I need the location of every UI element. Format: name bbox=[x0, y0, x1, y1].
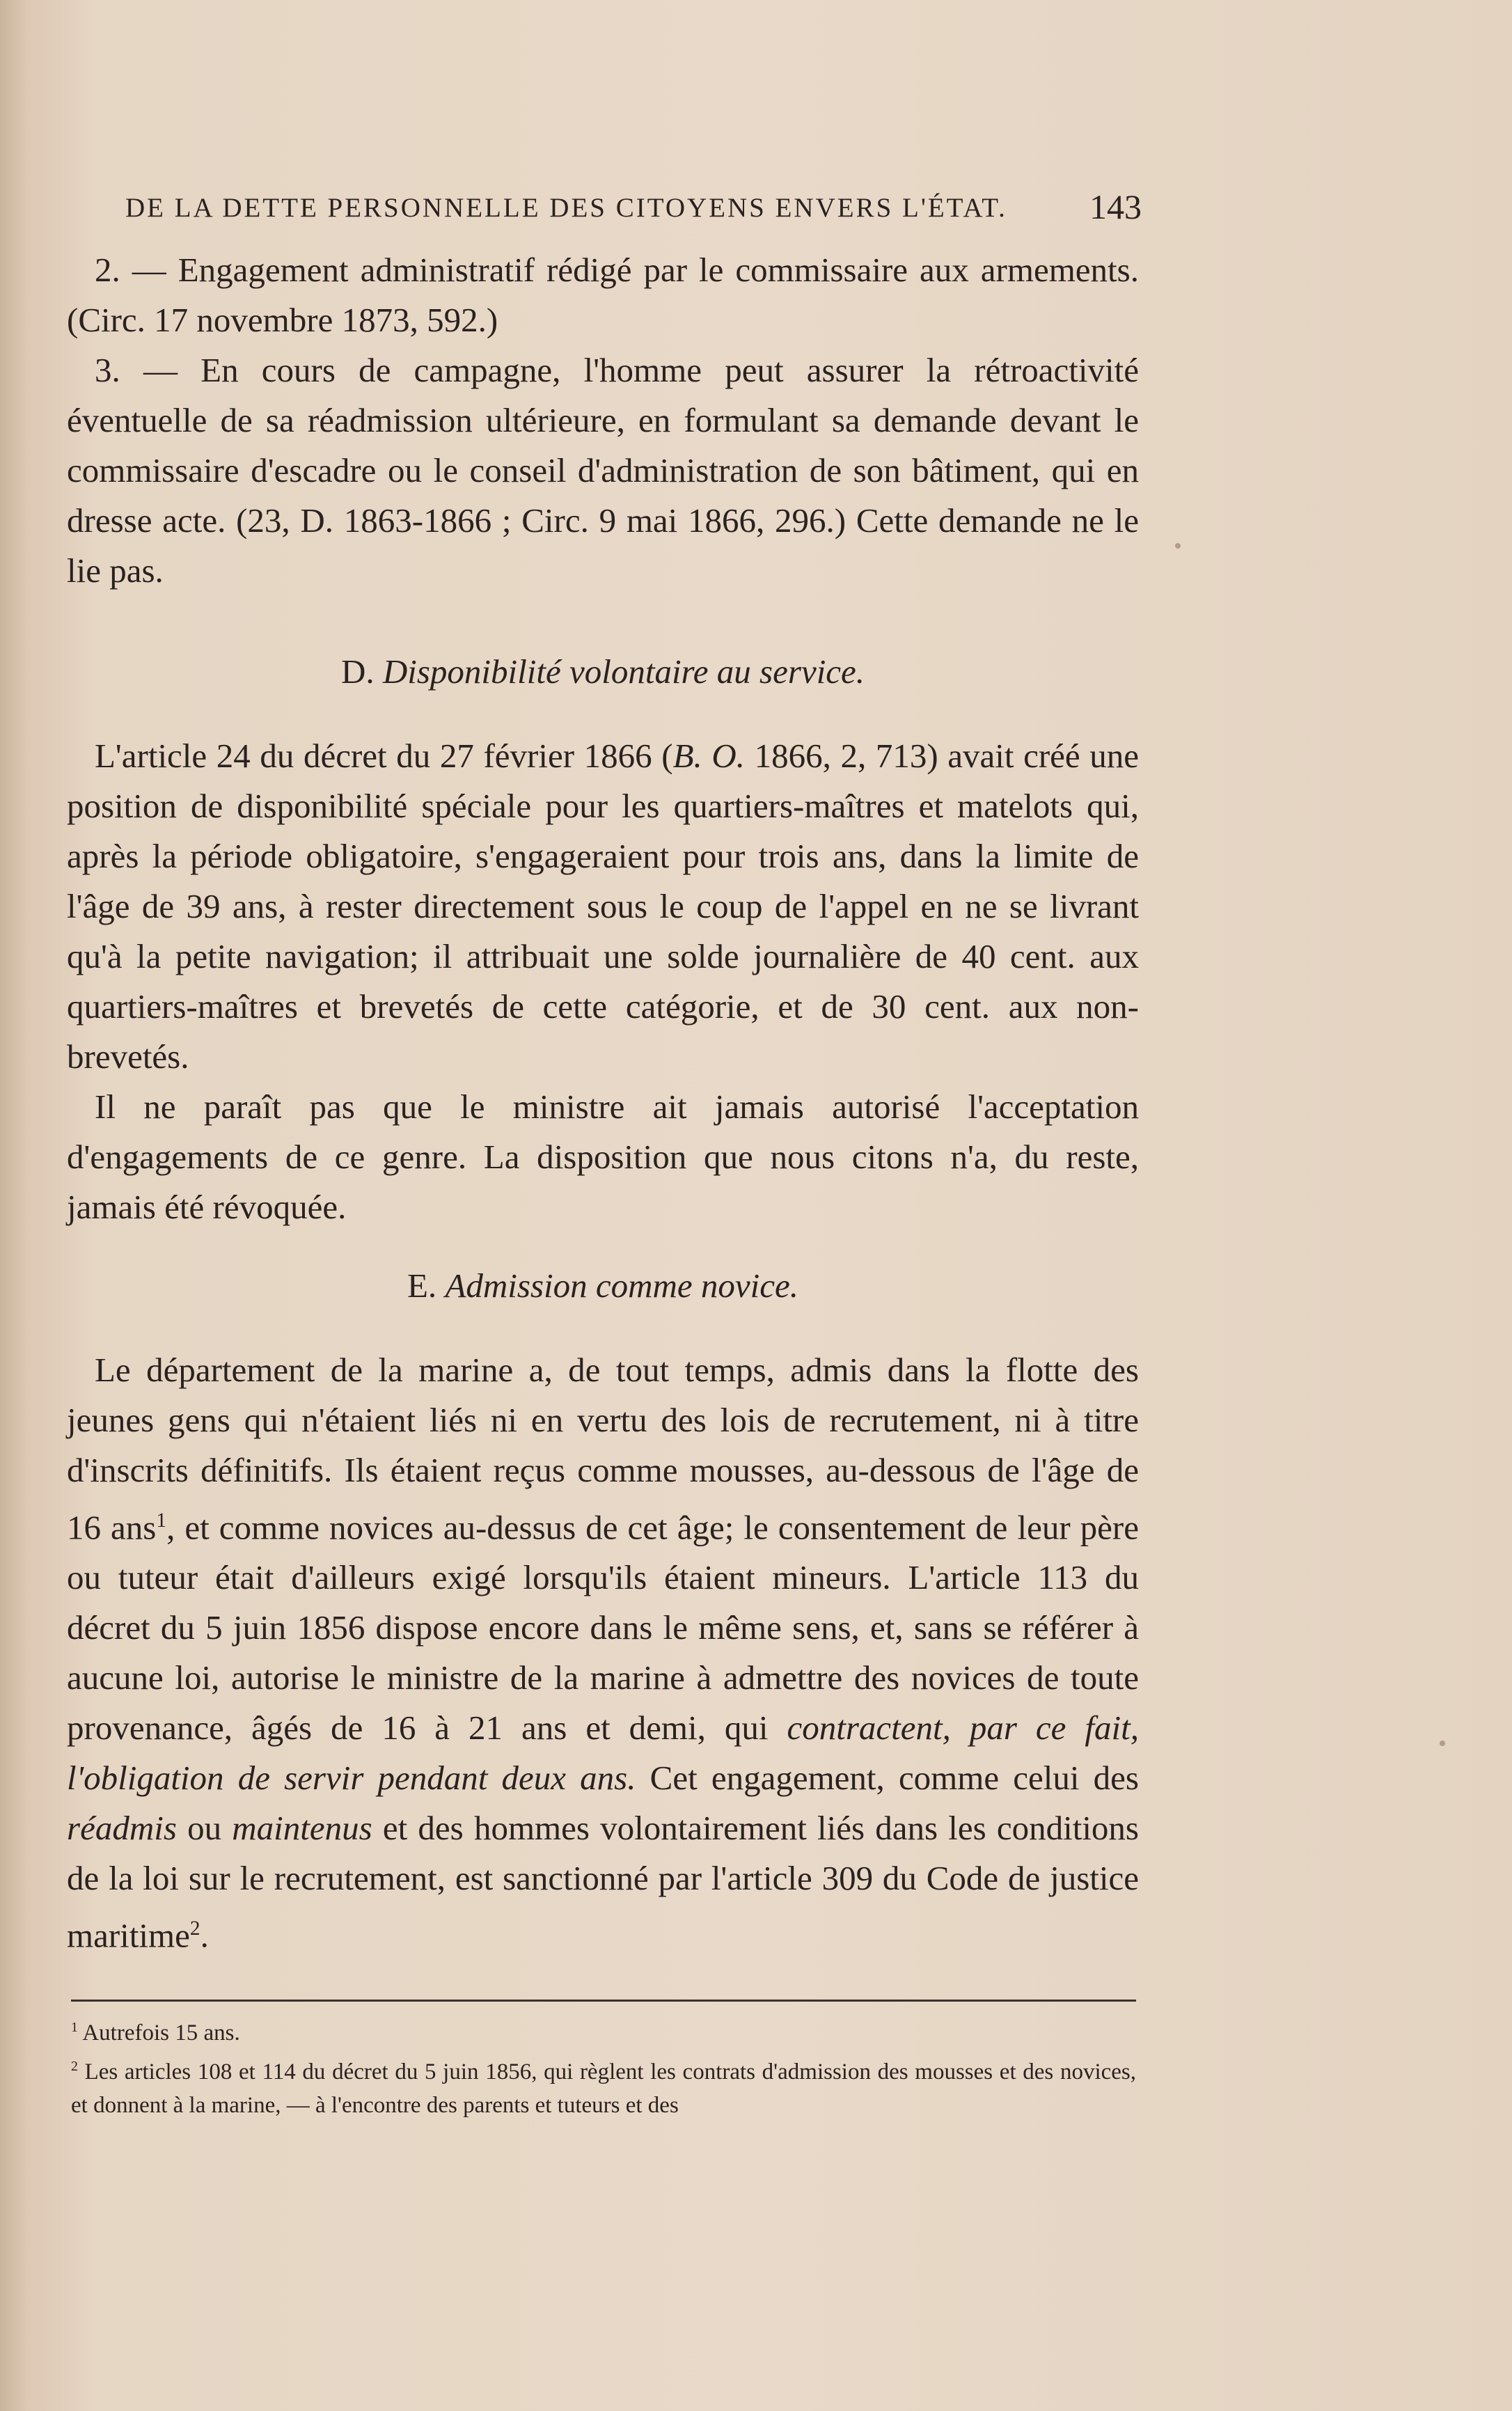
paragraph-disposition bbox=[67, 1082, 1139, 1232]
text-run: L'article 24 du décret du 27 février 1866 ( bbox=[95, 737, 673, 775]
text-run: et des hommes volontairement liés dans les conditions de la loi sur le recrutement, est sanctionné par l'article 309 du Code de justice maritime bbox=[67, 1809, 1139, 1955]
section-heading-d bbox=[67, 652, 1139, 691]
paragraph-text: Il ne paraît pas que le ministre ait jamais autorisé l'acceptation d'engagements de ce genre. La disposition que nous citons n'a, du reste, jamais été révoquée. bbox=[67, 1087, 1139, 1226]
paragraph-item-2 bbox=[67, 245, 1139, 345]
heading-title: Disponibilité volontaire au service. bbox=[382, 652, 865, 691]
footnote-marker: 1 bbox=[156, 1509, 167, 1532]
footnote-mark: 1 bbox=[71, 2020, 78, 2035]
footnote-2 bbox=[71, 2050, 1136, 2122]
heading-prefix: D. bbox=[340, 652, 375, 691]
italic-run: maintenus bbox=[232, 1809, 372, 1848]
paragraph-text: 3. — En cours de campagne, l'homme peut assurer la rétroactivité éventuelle de sa réadmission ultérieure, en formulant sa demande devant le commissaire d'escadre ou le conseil d'administration de son bâtiment, qui en dresse acte. (23, D. 1863-1866 ; Circ. 9 mai 1866, 296.) Cette demande ne le lie pas. bbox=[67, 351, 1139, 590]
bulletin-reference: B. O. bbox=[672, 737, 746, 775]
text-run: , et comme novices au-dessus de cet âge; le consentement de leur père ou tuteur était d'ailleurs exigé lorsqu'ils étaient mineurs. L'article 113 du décret du 5 juin 1856 dispose encore dans le même sens, et, sans se référer à aucune loi, autorise le ministre de la marine à admettre des novices de toute provenance, âgés de 16 à 21 ans et demi, qui bbox=[67, 1508, 1139, 1748]
italic-run: réadmis bbox=[67, 1809, 177, 1848]
heading-prefix: E. bbox=[407, 1266, 437, 1305]
text-run: Le département de la marine a, de tout temps, admis dans la flotte des jeunes gens qui n'étaient liés ni en vertu des lois de recrutement, ni à titre d'inscrits définitifs. Ils étaient reçus comme mousses, au-dessous de l'âge de 16 ans bbox=[67, 1351, 1139, 1547]
paper-speck bbox=[1440, 1741, 1445, 1746]
page-number: 143 bbox=[1089, 187, 1142, 226]
footnote-marker: 2 bbox=[189, 1917, 200, 1940]
paragraph-text bbox=[67, 731, 1139, 1082]
paragraph-item-3 bbox=[67, 345, 1139, 596]
paper-speck bbox=[1175, 543, 1181, 549]
paragraph-text: 2. — Engagement administratif rédigé par le commissaire aux armements. (Circ. 17 novembre 1873, 592.) bbox=[67, 251, 1139, 339]
text-run: ou bbox=[176, 1809, 233, 1848]
footnote-1 bbox=[71, 2011, 1136, 2050]
text-run: . bbox=[200, 1916, 209, 1955]
footnotes bbox=[71, 2011, 1136, 2122]
paragraph-text bbox=[67, 1345, 1139, 1961]
running-title: DE LA DETTE PERSONNELLE DES CITOYENS ENVERS L'ÉTAT. bbox=[125, 193, 1007, 223]
paragraph-admission bbox=[67, 1345, 1139, 1961]
section-heading-e bbox=[67, 1266, 1139, 1305]
text-run: Cet engagement, comme celui des bbox=[636, 1759, 1139, 1798]
footnote-text: Autrefois 15 ans. bbox=[82, 2020, 240, 2045]
footnote-text: Les articles 108 et 114 du décret du 5 juin 1856, qui règlent les contrats d'admission des mousses et des novices, et donnent à la marine, — à l'encontre des parents et tuteurs et des bbox=[71, 2059, 1136, 2118]
footnote-mark: 2 bbox=[71, 2059, 78, 2074]
running-header bbox=[125, 187, 1142, 228]
paragraph-disponibilite bbox=[67, 731, 1139, 1082]
heading-title: Admission comme novice. bbox=[445, 1266, 798, 1305]
text-run: 1866, 2, 713) avait créé une position de disponibilité spéciale pour les quartiers-maîtres et matelots qui, après la période obligatoire, s'engageraient pour trois ans, dans la limite de l'âge de 39 ans, à rester directement sous le coup de l'appel en ne se livrant qu'à la petite navigation; il attribuait une solde journalière de 40 cent. aux quartiers-maîtres et brevetés de cette catégorie, et de 30 cent. aux non-brevetés. bbox=[67, 737, 1140, 1076]
italic-run: contractent, par ce fait, l'obligation de servir pendant deux ans. bbox=[67, 1709, 1139, 1798]
footnote-rule bbox=[71, 2000, 1136, 2002]
